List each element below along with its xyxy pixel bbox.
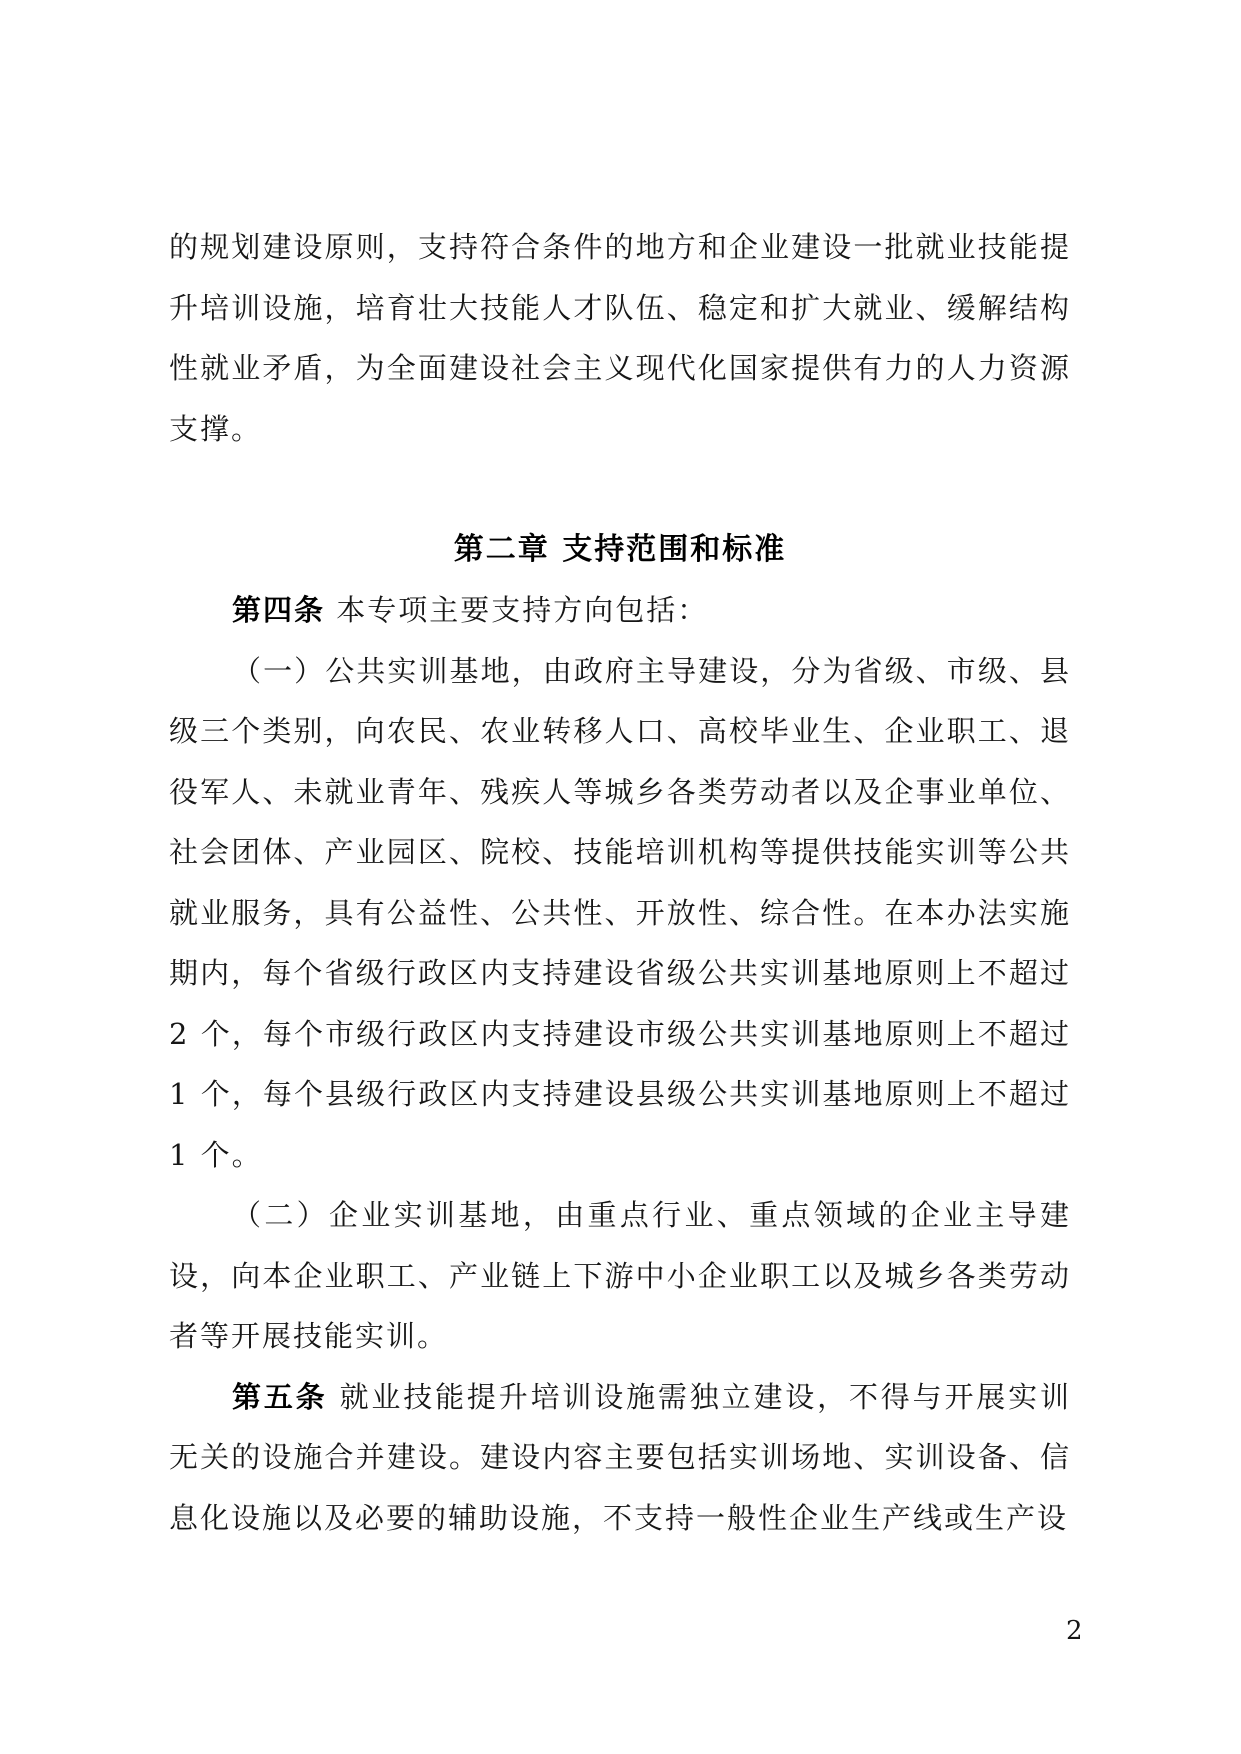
article-5-label: 第五条: [232, 1379, 328, 1414]
paragraph-continuation: 的规划建设原则，支持符合条件的地方和企业建设一批就业技能提升培训设施，培育壮大技能人才队伍、稳定和扩大就业、缓解结构性就业矛盾，为全面建设社会主义现代化国家提供有力的人力资源支撑。: [169, 230, 1071, 446]
article-4-label: 第四条: [232, 593, 326, 627]
page-number: 2: [1066, 1616, 1083, 1646]
article-4-text: 本专项主要支持方向包括：: [325, 593, 709, 627]
paragraph-article-5: [169, 1367, 1071, 1549]
article-5-text: 就业技能提升培训设施需独立建设，不得与开展实训无关的设施合并建设。建设内容主要包括实训场地、实训设备、信息化设施以及必要的辅助设施，不支持一般性企业生产线或生产设: [169, 1379, 1071, 1535]
paragraph-item-2: （二）企业实训基地，由重点行业、重点领域的企业主导建设，向本企业职工、产业链上下游中小企业职工以及城乡各类劳动者等开展技能实训。: [169, 1198, 1071, 1353]
paragraph-article-4: [169, 580, 1071, 641]
paragraph-item-1: （一）公共实训基地，由政府主导建设，分为省级、市级、县级三个类别，向农民、农业转移人口、高校毕业生、企业职工、退役军人、未就业青年、残疾人等城乡各类劳动者以及企事业单位、社会团体、产业园区、院校、技能培训机构等提供技能实训等公共就业服务，具有公益性、公共性、开放性、综合性。在本办法实施期内，每个省级行政区内支持建设省级公共实训基地原则上不超过2 个，每个市级行政区内支持建设市级公共实训基地原则上不超过1 个，每个县级行政区内支持建设县级公共实训基地原则上不超过1 个。: [169, 653, 1071, 1172]
document-body: [169, 217, 1071, 1548]
chapter-heading: 第二章 支持范围和标准: [453, 531, 787, 567]
